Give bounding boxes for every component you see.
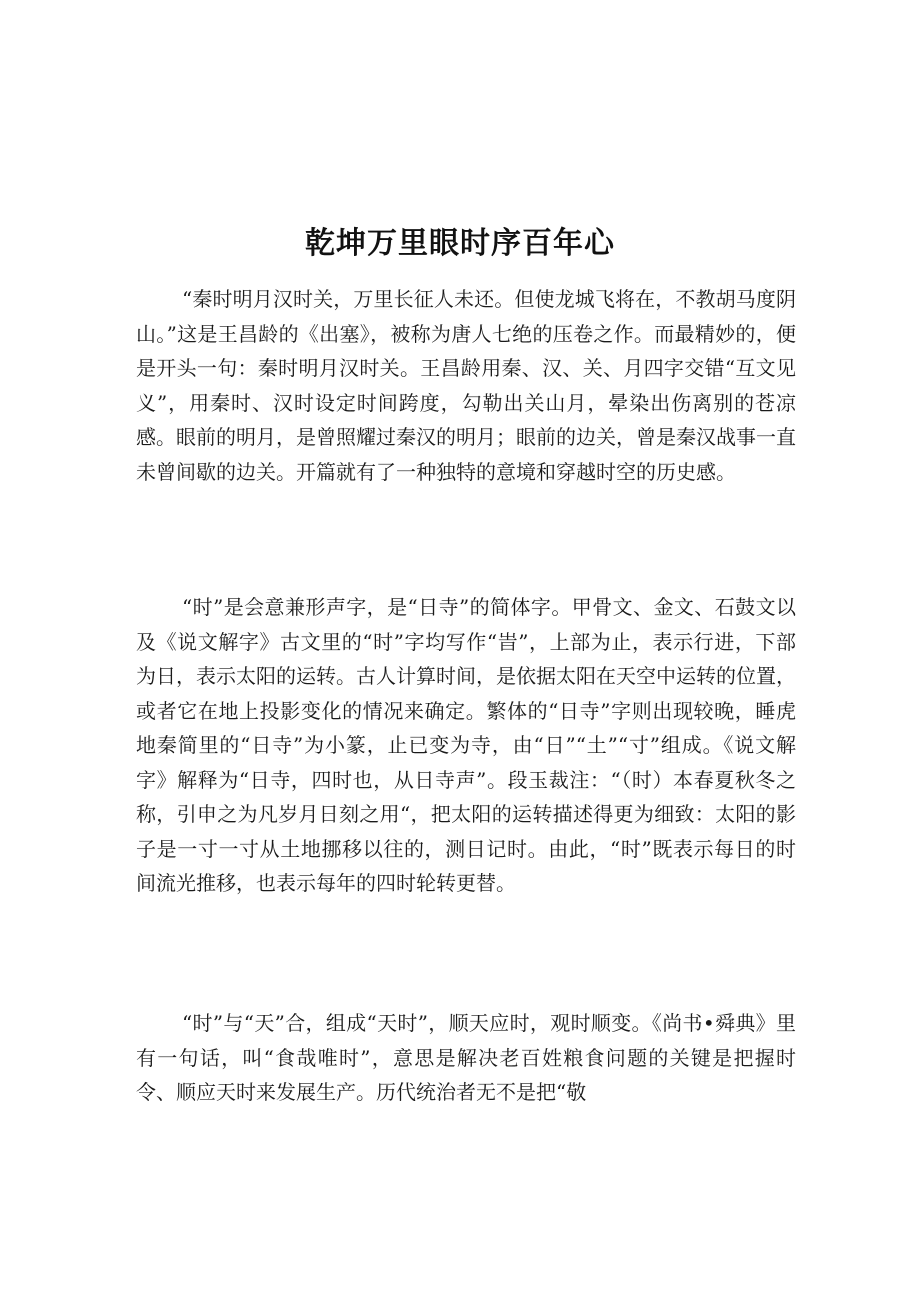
paragraph-1: “秦时明月汉时关，万里长征人未还。但使龙城飞将在，不教胡马度阴山。”这是王昌龄的《出塞》，被称为唐人七绝的压卷之作。而最精妙的，便是开头一句：秦时明月汉时关。王昌龄用秦、汉、关、月四字交错“互文见义”，用秦时、汉时设定时间跨度，勾勒出关山月，晕染出伤离别的苍凉感。眼前的明月，是曾照耀过秦汉的明月；眼前的边关，曾是秦汉战事一直未曾间歇的边关。开篇就有了一种独特的意境和穿越时空的历史感。 [136, 287, 796, 484]
paragraph-2: “时”是会意兼形声字，是“日寺”的简体字。甲骨文、金文、石鼓文以及《说文解字》古文里的“时”字均写作“旹”，上部为止，表示行进，下部为日，表示太阳的运转。古人计算时间，是依据太阳在天空中运转的位置，或者它在地上投影变化的情况来确定。繁体的“日寺”字则出现较晚，睡虎地秦简里的“日寺”为小篆，止已变为寺，由“日”“土”“寸”组成。《说文解字》解释为“日寺，四时也，从日寺声”。段玉裁注：“（时）本春夏秋冬之称，引申之为凡岁月日刻之用“，把太阳的运转描述得更为细致：太阳的影子是一寸一寸从土地挪移以往的，测日记时。由此，“时”既表示每日的时间流光推移，也表示每年的四时轮转更替。 [136, 595, 796, 895]
paragraph-3: “时”与“天”合，组成“天时”，顺天应时，观时顺变。《尚书•舜典》里有一句话，叫“食哉唯时”，意思是解决老百姓粮食问题的关键是把握时令、顺应天时来发展生产。历代统治者无不是把“敬 [136, 1011, 796, 1104]
article-title: 乾坤万里眼时序百年心 [305, 226, 615, 261]
